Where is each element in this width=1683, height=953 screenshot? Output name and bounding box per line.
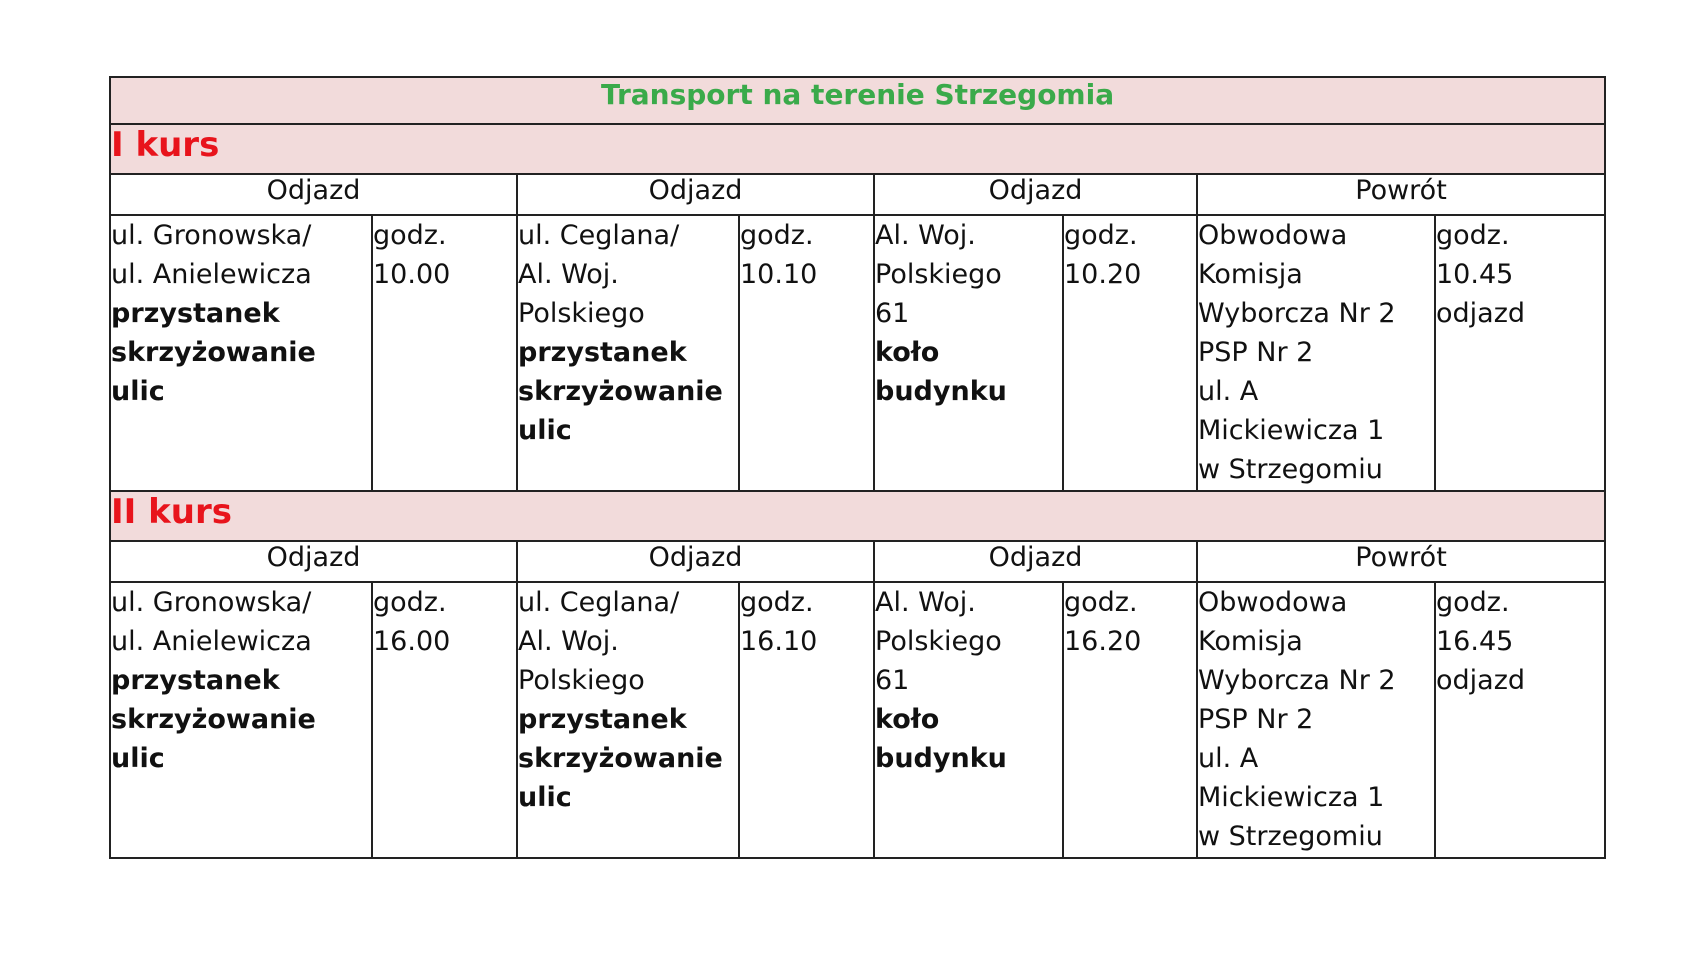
stop-time-line: godz. <box>1064 220 1138 251</box>
stop-address-line: w Strzegomiu <box>1198 454 1383 485</box>
stop-time-line: godz. <box>1436 587 1510 618</box>
stop-address-line: Komisja <box>1198 259 1303 290</box>
stops-row <box>110 582 1605 858</box>
direction-header: Powrót <box>1197 541 1605 582</box>
stop-location-cell <box>1197 215 1435 491</box>
stop-address-line: Polskiego <box>875 259 1002 290</box>
stop-time-line: godz. <box>373 220 447 251</box>
direction-header: Odjazd <box>517 541 874 582</box>
transport-schedule-table <box>109 76 1606 859</box>
stop-location-cell <box>517 215 739 491</box>
stop-note-line: budynku <box>875 743 1007 774</box>
stop-time-line: godz. <box>740 220 814 251</box>
stop-note-line: przystanek <box>518 337 687 368</box>
stop-address-line: ul. Ceglana/ <box>518 220 680 251</box>
stop-address-line: Al. Woj. <box>875 220 976 251</box>
stop-location-cell <box>517 582 739 858</box>
stop-address-line: 61 <box>875 665 910 696</box>
stop-note-line: ulic <box>111 376 165 407</box>
stop-address-line: ul. A <box>1198 743 1259 774</box>
stop-address-line: Polskiego <box>518 298 645 329</box>
stop-time-line: odjazd <box>1436 298 1526 329</box>
direction-header: Odjazd <box>874 174 1197 215</box>
stop-note-line: przystanek <box>518 704 687 735</box>
stop-address-line: ul. Anielewicza <box>111 259 312 290</box>
stop-location-cell <box>1197 582 1435 858</box>
direction-header: Powrót <box>1197 174 1605 215</box>
stop-note-line: przystanek <box>111 298 280 329</box>
direction-header: Odjazd <box>110 541 517 582</box>
stop-address-line: Obwodowa <box>1198 587 1348 618</box>
stop-time-line: 16.20 <box>1064 626 1142 657</box>
stop-address-line: Mickiewicza 1 <box>1198 415 1385 446</box>
stop-note-line: budynku <box>875 376 1007 407</box>
stop-note-line: skrzyżowanie <box>518 376 723 407</box>
stop-time-cell <box>1063 582 1197 858</box>
stop-address-line: Mickiewicza 1 <box>1198 782 1385 813</box>
stop-time-line: 10.20 <box>1064 259 1142 290</box>
stop-time-cell <box>372 215 517 491</box>
stop-note-line: koło <box>875 337 940 368</box>
stop-location-cell <box>110 215 372 491</box>
course-label-row <box>110 124 1605 174</box>
stop-location-cell <box>110 582 372 858</box>
course-label: II kurs <box>110 491 1605 541</box>
title-row <box>110 77 1605 124</box>
direction-header-row <box>110 174 1605 215</box>
direction-header: Odjazd <box>874 541 1197 582</box>
stop-time-line: godz. <box>1436 220 1510 251</box>
stop-address-line: Al. Woj. <box>518 259 619 290</box>
course-label-row <box>110 491 1605 541</box>
stop-address-line: Wyborcza Nr 2 <box>1198 298 1396 329</box>
stop-time-line: 10.45 <box>1436 259 1514 290</box>
stop-note-line: skrzyżowanie <box>518 743 723 774</box>
stop-time-cell <box>739 582 874 858</box>
stop-time-cell <box>1063 215 1197 491</box>
stop-address-line: ul. Anielewicza <box>111 626 312 657</box>
stop-note-line: skrzyżowanie <box>111 337 316 368</box>
stop-note-line: koło <box>875 704 940 735</box>
stop-time-cell <box>1435 582 1605 858</box>
stop-address-line: Polskiego <box>875 626 1002 657</box>
course-label: I kurs <box>110 124 1605 174</box>
stop-time-line: godz. <box>1064 587 1138 618</box>
stop-time-cell <box>372 582 517 858</box>
stop-location-cell <box>874 582 1063 858</box>
stop-time-cell <box>739 215 874 491</box>
stop-address-line: Polskiego <box>518 665 645 696</box>
stop-note-line: ulic <box>518 415 572 446</box>
stop-note-line: skrzyżowanie <box>111 704 316 735</box>
stop-address-line: ul. Gronowska/ <box>111 587 312 618</box>
stop-time-line: godz. <box>740 587 814 618</box>
stop-time-line: odjazd <box>1436 665 1526 696</box>
direction-header: Odjazd <box>110 174 517 215</box>
stop-address-line: Al. Woj. <box>875 587 976 618</box>
stop-note-line: ulic <box>111 743 165 774</box>
stops-row <box>110 215 1605 491</box>
stop-time-line: 16.00 <box>373 626 451 657</box>
stop-time-line: godz. <box>373 587 447 618</box>
stop-time-line: 10.00 <box>373 259 451 290</box>
stop-time-cell <box>1435 215 1605 491</box>
stop-address-line: ul. Ceglana/ <box>518 587 680 618</box>
stop-address-line: Obwodowa <box>1198 220 1348 251</box>
stop-time-line: 16.10 <box>740 626 818 657</box>
stop-address-line: 61 <box>875 298 910 329</box>
stop-time-line: 10.10 <box>740 259 818 290</box>
direction-header-row <box>110 541 1605 582</box>
stop-address-line: w Strzegomiu <box>1198 821 1383 852</box>
stop-address-line: PSP Nr 2 <box>1198 337 1314 368</box>
stop-address-line: Wyborcza Nr 2 <box>1198 665 1396 696</box>
stop-address-line: Al. Woj. <box>518 626 619 657</box>
stop-address-line: ul. Gronowska/ <box>111 220 312 251</box>
stop-address-line: Komisja <box>1198 626 1303 657</box>
direction-header: Odjazd <box>517 174 874 215</box>
stop-note-line: przystanek <box>111 665 280 696</box>
stop-time-line: 16.45 <box>1436 626 1514 657</box>
stop-address-line: ul. A <box>1198 376 1259 407</box>
stop-address-line: PSP Nr 2 <box>1198 704 1314 735</box>
table-title: Transport na terenie Strzegomia <box>110 77 1605 124</box>
stop-note-line: ulic <box>518 782 572 813</box>
stop-location-cell <box>874 215 1063 491</box>
